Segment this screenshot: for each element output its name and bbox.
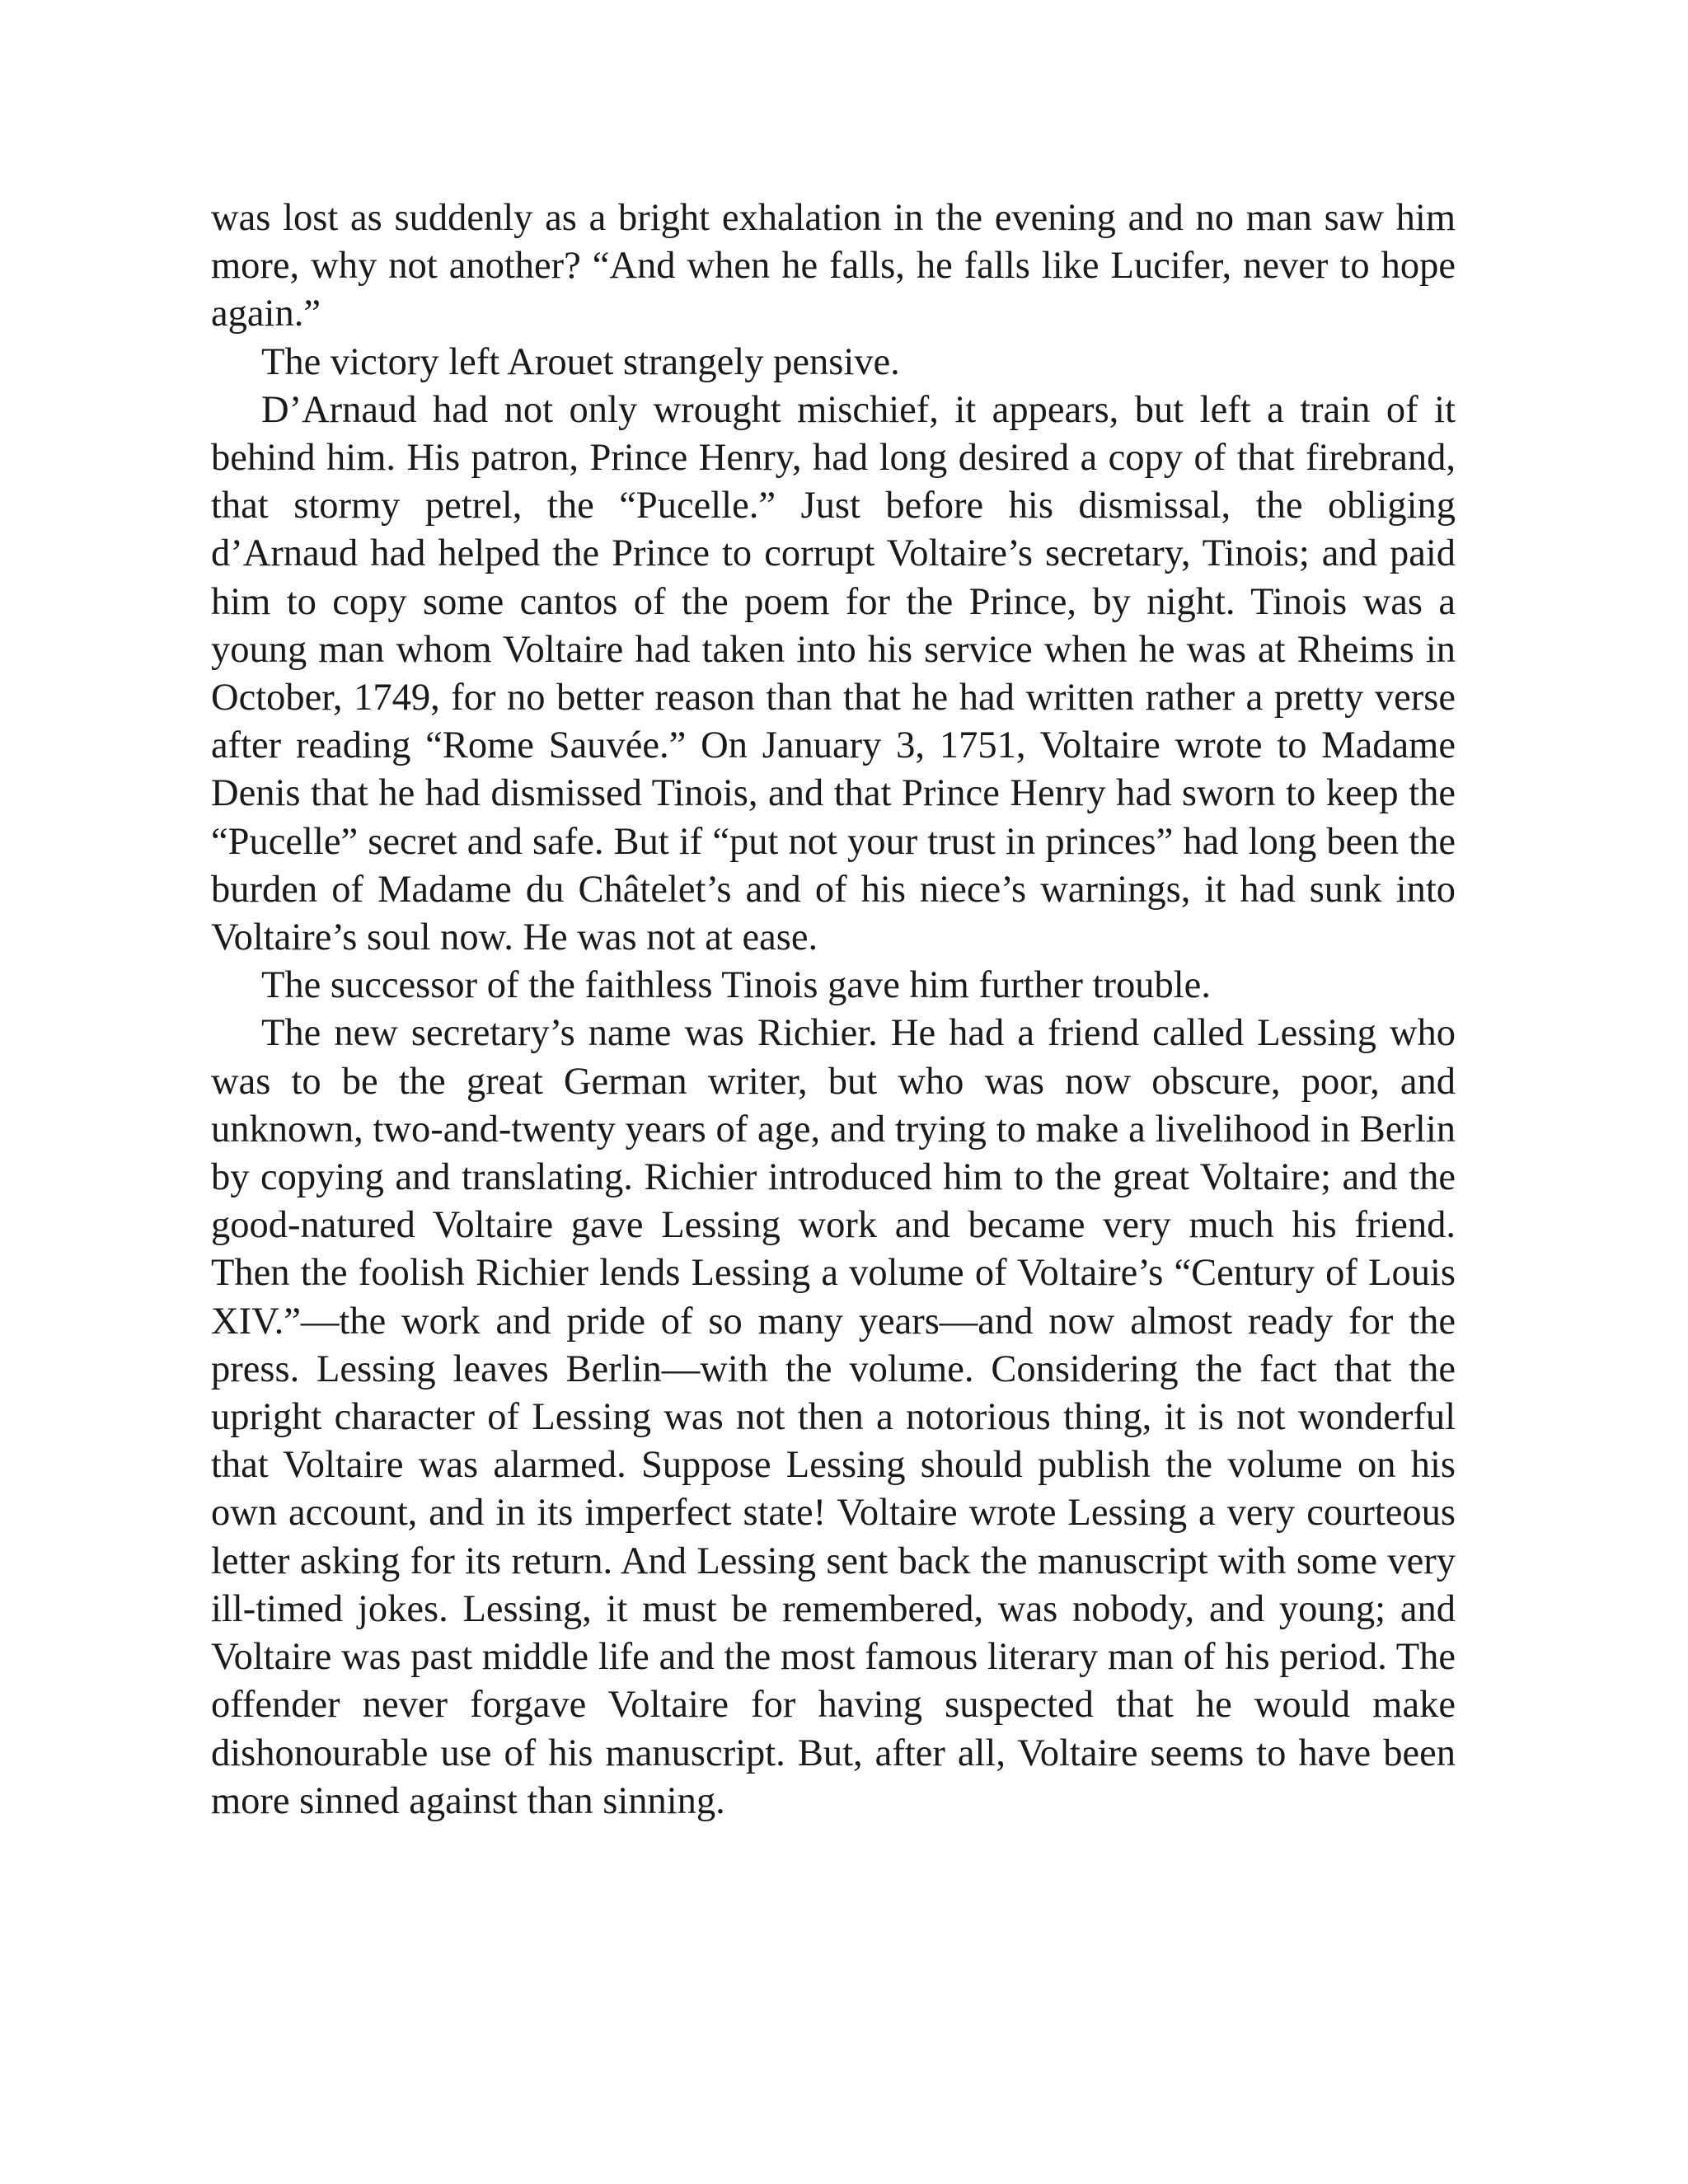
- paragraph: The successor of the faithless Tinois gave him further trouble.: [261, 964, 1211, 1007]
- paragraph: The new secretary’s name was Richier. He had a friend called Lessing who was to be the great German writer, but who was now obscure, poor, and unknown, two-and-twenty years of age, and trying to make a livelihood in Berlin by copying and translating. Richier introduced him to the great Voltaire; and the good-natured Voltaire gave Lessing work and became very much his friend. Then the foolish Richier lends Lessing a volume of Voltaire’s “Century of Louis XIV.”—the work and pride of so many years—and now almost ready for the press. Lessing leaves Berlin—with the volume. Considering the fact that the upright character of Lessing was not then a notorious thing, it is not wonderful that Voltaire was alarmed. Suppose Lessing should publish the volume on his own account, and in its imperfect state! Voltaire wrote Lessing a very courteous letter asking for its return. And Lessing sent back the manuscript with some very ill-timed jokes. Lessing, it must be remembered, was nobody, and young; and Voltaire was past middle life and the most famous literary man of his period. The offender never forgave Voltaire for having suspected that he would make dishonourable use of his manuscript. But, after all, Voltaire seems to have been more sinned against than sinning.: [211, 1012, 1456, 1822]
- paragraph: D’Arnaud had not only wrought mischief, it appears, but left a train of it behind him. His patron, Prince Henry, had long desired a copy of that firebrand, that stormy petrel, the “Pucelle.” Just before his dismissal, the obliging d’Arnaud had helped the Prince to corrupt Voltaire’s secretary, Tinois; and paid him to copy some cantos of the poem for the Prince, by night. Tinois was a young man whom Voltaire had taken into his service when he was at Rheims in October, 1749, for no better reason than that he had written rather a pretty verse after reading “Rome Sauvée.” On January 3, 1751, Voltaire wrote to Madame Denis that he had dismissed Tinois, and that Prince Henry had sworn to keep the “Pucelle” secret and safe. But if “put not your trust in princes” had long been the burden of Madame du Châtelet’s and of his niece’s warnings, it had sunk into Voltaire’s soul now. He was not at ease.: [211, 388, 1456, 959]
- page-body: [211, 194, 1456, 1825]
- paragraph: The victory left Arouet strangely pensive.: [261, 340, 900, 383]
- paragraph-continuation: was lost as suddenly as a bright exhalation in the evening and no man saw him more, why not another? “And when he falls, he falls like Lucifer, never to hope again.”: [211, 197, 1456, 335]
